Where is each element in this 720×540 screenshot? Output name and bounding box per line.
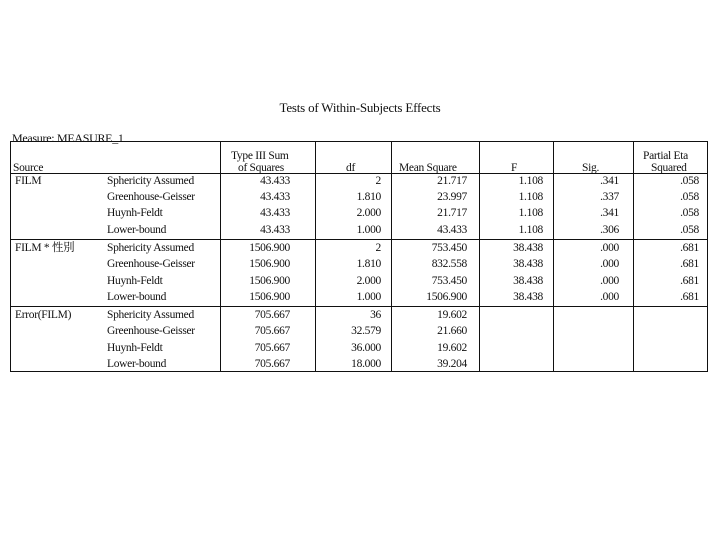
ss-value: 43.433 <box>260 175 290 187</box>
sig-value: .000 <box>600 242 619 254</box>
ss-value: 1506.900 <box>249 258 290 270</box>
f-value: 1.108 <box>518 175 543 187</box>
df-value: 2 <box>375 242 381 254</box>
measure-label: Measure: MEASURE_1 <box>12 131 124 145</box>
eta-value: .058 <box>680 191 699 203</box>
df-value: 36.000 <box>351 342 381 354</box>
sig-value: .306 <box>600 224 619 236</box>
ss-value: 1506.900 <box>249 291 290 303</box>
df-value: 18.000 <box>351 358 381 370</box>
ms-value: 21.660 <box>437 325 467 337</box>
df-value: 1.810 <box>356 258 381 270</box>
within-subjects-table <box>10 141 708 372</box>
sig-value: .000 <box>600 291 619 303</box>
header-source: Source <box>13 162 44 174</box>
test-label: Greenhouse-Geisser <box>107 325 195 337</box>
ss-value: 705.667 <box>254 358 290 370</box>
ss-value: 43.433 <box>260 224 290 236</box>
test-label: Sphericity Assumed <box>107 242 194 254</box>
eta-value: .681 <box>680 275 699 287</box>
sig-value: .341 <box>600 175 619 187</box>
f-value: 38.438 <box>513 242 543 254</box>
f-value: 1.108 <box>518 191 543 203</box>
ms-value: 39.204 <box>437 358 467 370</box>
header-eta-line2: Squared <box>651 162 687 174</box>
ms-value: 21.717 <box>437 175 467 187</box>
test-label: Lower-bound <box>107 358 167 370</box>
eta-value: .058 <box>680 224 699 236</box>
header-f: F <box>511 162 518 174</box>
sig-value: .337 <box>600 191 619 203</box>
header-mean-square: Mean Square <box>399 162 457 174</box>
ss-value: 1506.900 <box>249 242 290 254</box>
ms-value: 753.450 <box>431 275 467 287</box>
source-label: FILM * 性別 <box>15 242 75 254</box>
sig-value: .000 <box>600 275 619 287</box>
sig-value: .000 <box>600 258 619 270</box>
ms-value: 43.433 <box>437 224 467 236</box>
f-value: 38.438 <box>513 275 543 287</box>
ss-value: 705.667 <box>254 309 290 321</box>
test-label: Huynh-Feldt <box>107 207 163 219</box>
ms-value: 19.602 <box>437 309 467 321</box>
df-value: 1.810 <box>356 191 381 203</box>
df-value: 1.000 <box>356 224 381 236</box>
test-label: Greenhouse-Geisser <box>107 191 195 203</box>
f-value: 38.438 <box>513 258 543 270</box>
df-value: 2 <box>375 175 381 187</box>
ms-value: 23.997 <box>437 191 467 203</box>
header-sig: Sig. <box>582 162 600 174</box>
test-label: Sphericity Assumed <box>107 175 194 187</box>
eta-value: .681 <box>680 291 699 303</box>
ms-value: 832.558 <box>431 258 467 270</box>
source-label: Error(FILM) <box>15 309 72 321</box>
eta-value: .058 <box>680 175 699 187</box>
f-value: 38.438 <box>513 291 543 303</box>
df-value: 2.000 <box>356 207 381 219</box>
df-value: 32.579 <box>351 325 381 337</box>
eta-value: .681 <box>680 258 699 270</box>
ms-value: 753.450 <box>431 242 467 254</box>
ms-value: 21.717 <box>437 207 467 219</box>
test-label: Lower-bound <box>107 291 167 303</box>
eta-value: .058 <box>680 207 699 219</box>
test-label: Huynh-Feldt <box>107 342 163 354</box>
sig-value: .341 <box>600 207 619 219</box>
test-label: Huynh-Feldt <box>107 275 163 287</box>
ms-value: 19.602 <box>437 342 467 354</box>
table-title: Tests of Within-Subjects Effects <box>279 100 441 115</box>
df-value: 36 <box>370 309 381 321</box>
ss-value: 43.433 <box>260 207 290 219</box>
df-value: 1.000 <box>356 291 381 303</box>
ss-value: 43.433 <box>260 191 290 203</box>
header-eta-line1: Partial Eta <box>643 150 688 162</box>
test-label: Greenhouse-Geisser <box>107 258 195 270</box>
header-type3-line2: of Squares <box>238 162 284 174</box>
source-label: FILM <box>15 175 42 187</box>
header-df: df <box>346 162 355 174</box>
ss-value: 705.667 <box>254 325 290 337</box>
df-value: 2.000 <box>356 275 381 287</box>
ms-value: 1506.900 <box>426 291 467 303</box>
test-label: Lower-bound <box>107 224 167 236</box>
header-type3-line1: Type III Sum <box>231 150 289 162</box>
test-label: Sphericity Assumed <box>107 309 194 321</box>
ss-value: 705.667 <box>254 342 290 354</box>
ss-value: 1506.900 <box>249 275 290 287</box>
f-value: 1.108 <box>518 207 543 219</box>
f-value: 1.108 <box>518 224 543 236</box>
eta-value: .681 <box>680 242 699 254</box>
